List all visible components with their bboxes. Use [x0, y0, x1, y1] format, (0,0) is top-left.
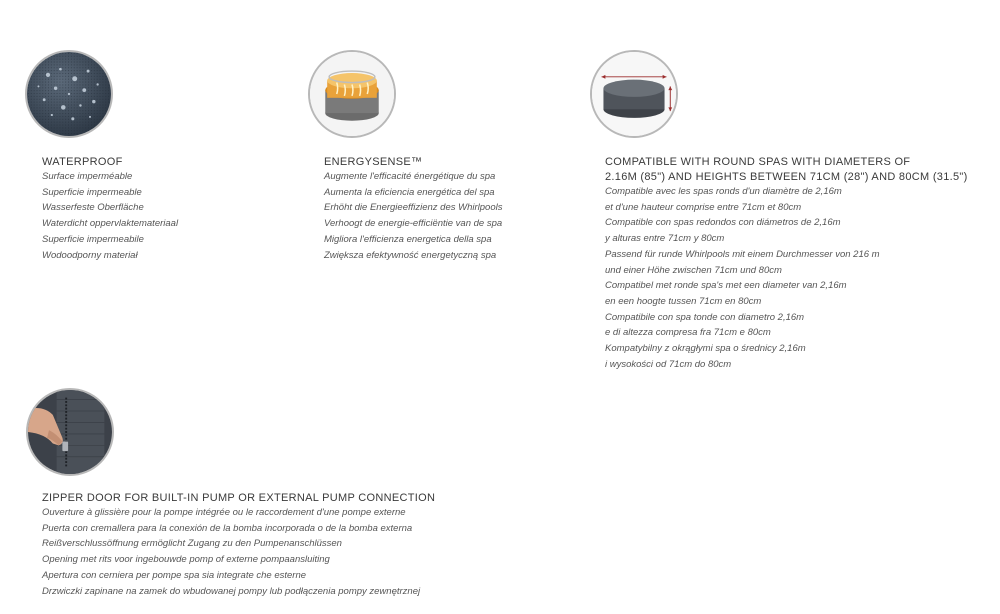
compatible-title-line-1: COMPATIBLE WITH ROUND SPAS WITH DIAMETERS OF	[605, 156, 911, 168]
description-line: Wasserfeste Oberfläche	[42, 202, 144, 214]
compatible-title-line-2: 2.16M (85") AND HEIGHTS BETWEEN 71CM (28") AND 80CM (31.5")	[605, 171, 968, 183]
description-line: Zwiększa efektywność energetyczną spa	[324, 249, 497, 261]
description-line: Compatible con spas redondos con diámetros de 2,16m	[605, 217, 841, 229]
zipper-description	[42, 505, 420, 599]
description-line: i wysokości od 71cm do 80cm	[605, 358, 732, 370]
description-line: Aumenta la eficiencia energética del spa	[324, 186, 495, 198]
description-line: Erhöht die Energieeffizienz des Whirlpools	[324, 202, 503, 214]
description-line: Reißverschlussöffnung ermöglicht Zugang zu den Pumpenanschlüssen	[42, 538, 342, 550]
description-line: Compatibel met ronde spa's met een diameter van 2,16m	[605, 280, 847, 292]
description-line: Waterdicht oppervlaktemateriaal	[42, 218, 179, 230]
description-line: Apertura con cerniera per pompe spa sia integrate che esterne	[42, 569, 307, 581]
description-line: Puerta con cremallera para la conexión de la bomba incorporada o de la bomba externa	[42, 522, 413, 534]
description-line: et d'une hauteur comprise entre 71cm et 80cm	[605, 201, 802, 213]
description-line: Kompatybilny z okrągłymi spa o średnicy 2,16m	[605, 343, 806, 355]
description-line: Passend für runde Whirlpools mit einem Durchmesser von 216 m	[605, 248, 880, 260]
heated-spa-icon	[308, 50, 396, 138]
description-line: Drzwiczki zapinane na zamek do wbudowanej pompy lub podłączenia pompy zewnętrznej	[42, 585, 421, 597]
description-line: Superficie impermeable	[42, 186, 142, 198]
zipper-title: ZIPPER DOOR FOR BUILT-IN PUMP OR EXTERNAL PUMP CONNECTION	[42, 492, 436, 504]
description-line: Opening met rits voor ingebouwde pomp of externe pompaansluiting	[42, 554, 330, 566]
energysense-title: ENERGYSENSE™	[324, 156, 423, 168]
description-line: y alturas entre 71cm y 80cm	[605, 233, 725, 245]
zipper-door-icon	[26, 388, 114, 476]
compatible-description	[605, 184, 880, 372]
description-line: Compatibile con spa tonde con diametro 2,16m	[605, 311, 805, 323]
waterproof-title: WATERPROOF	[42, 156, 123, 168]
description-line: Superficie impermeabile	[42, 233, 144, 245]
description-line: Ouverture à glissière pour la pompe intégrée ou le raccordement d'une pompe externe	[42, 507, 406, 518]
description-line: e di altezza compresa fra 71cm e 80cm	[605, 327, 771, 339]
water-droplets-icon	[25, 50, 113, 138]
description-line: Verhoogt de energie-efficiëntie van de spa	[324, 218, 503, 230]
spa-cover-dimensions-icon	[590, 50, 678, 138]
description-line: Augmente l'efficacité énergétique du spa	[324, 171, 496, 182]
description-line: und einer Höhe zwischen 71cm und 80cm	[605, 264, 782, 276]
waterproof-description	[42, 169, 178, 263]
energysense-description	[324, 169, 502, 263]
description-line: en een hoogte tussen 71cm en 80cm	[605, 295, 762, 307]
description-line: Surface imperméable	[42, 171, 133, 182]
description-line: Wodoodporny materiał	[42, 249, 138, 261]
description-line: Compatible avec les spas ronds d'un diamètre de 2,16m	[605, 186, 842, 197]
description-line: Migliora l'efficienza energetica della spa	[324, 233, 492, 245]
